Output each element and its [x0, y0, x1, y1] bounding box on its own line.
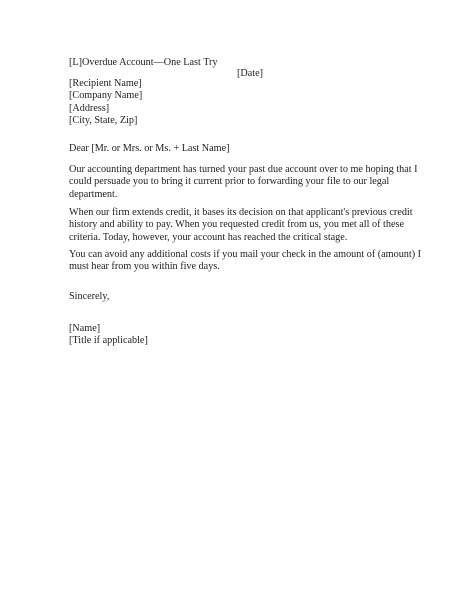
paragraph-3	[69, 249, 421, 274]
recipient-name: [Recipient Name]	[69, 78, 142, 89]
salutation: Dear [Mr. or Mrs. or Ms. + Last Name]	[69, 143, 230, 154]
letter-date: [Date]	[237, 68, 264, 79]
paragraph-line: must hear from you within five days.	[69, 261, 220, 273]
signature-block	[69, 323, 148, 348]
paragraph-line: criteria. Today, however, your account has reached the critical stage.	[69, 231, 348, 243]
paragraph-1	[69, 164, 418, 201]
paragraph-line: history and ability to pay. When you requested credit from us, you met all of these	[69, 219, 404, 231]
paragraph-line: You can avoid any additional costs if you mail your check in the amount of (amount) I	[69, 249, 422, 260]
letter-heading: [L]Overdue Account—One Last Try	[69, 57, 218, 68]
recipient-company: [Company Name]	[69, 90, 143, 102]
paragraph-line: Our accounting department has turned your past due account over to me hoping that I	[69, 164, 418, 175]
paragraph-2	[69, 207, 413, 244]
paragraph-line: When our firm extends credit, it bases its decision on that applicant's previous credit	[69, 207, 413, 218]
closing: Sincerely,	[69, 291, 110, 302]
recipient-city-state-zip: [City, State, Zip]	[69, 115, 138, 127]
recipient-block	[69, 78, 142, 128]
signature-name: [Name]	[69, 323, 101, 334]
signature-title: [Title if applicable]	[69, 335, 148, 347]
paragraph-line: department.	[69, 188, 118, 200]
paragraph-line: could persuade you to bring it current prior to forwarding your file to our legal	[69, 176, 390, 188]
recipient-address: [Address]	[69, 102, 110, 114]
